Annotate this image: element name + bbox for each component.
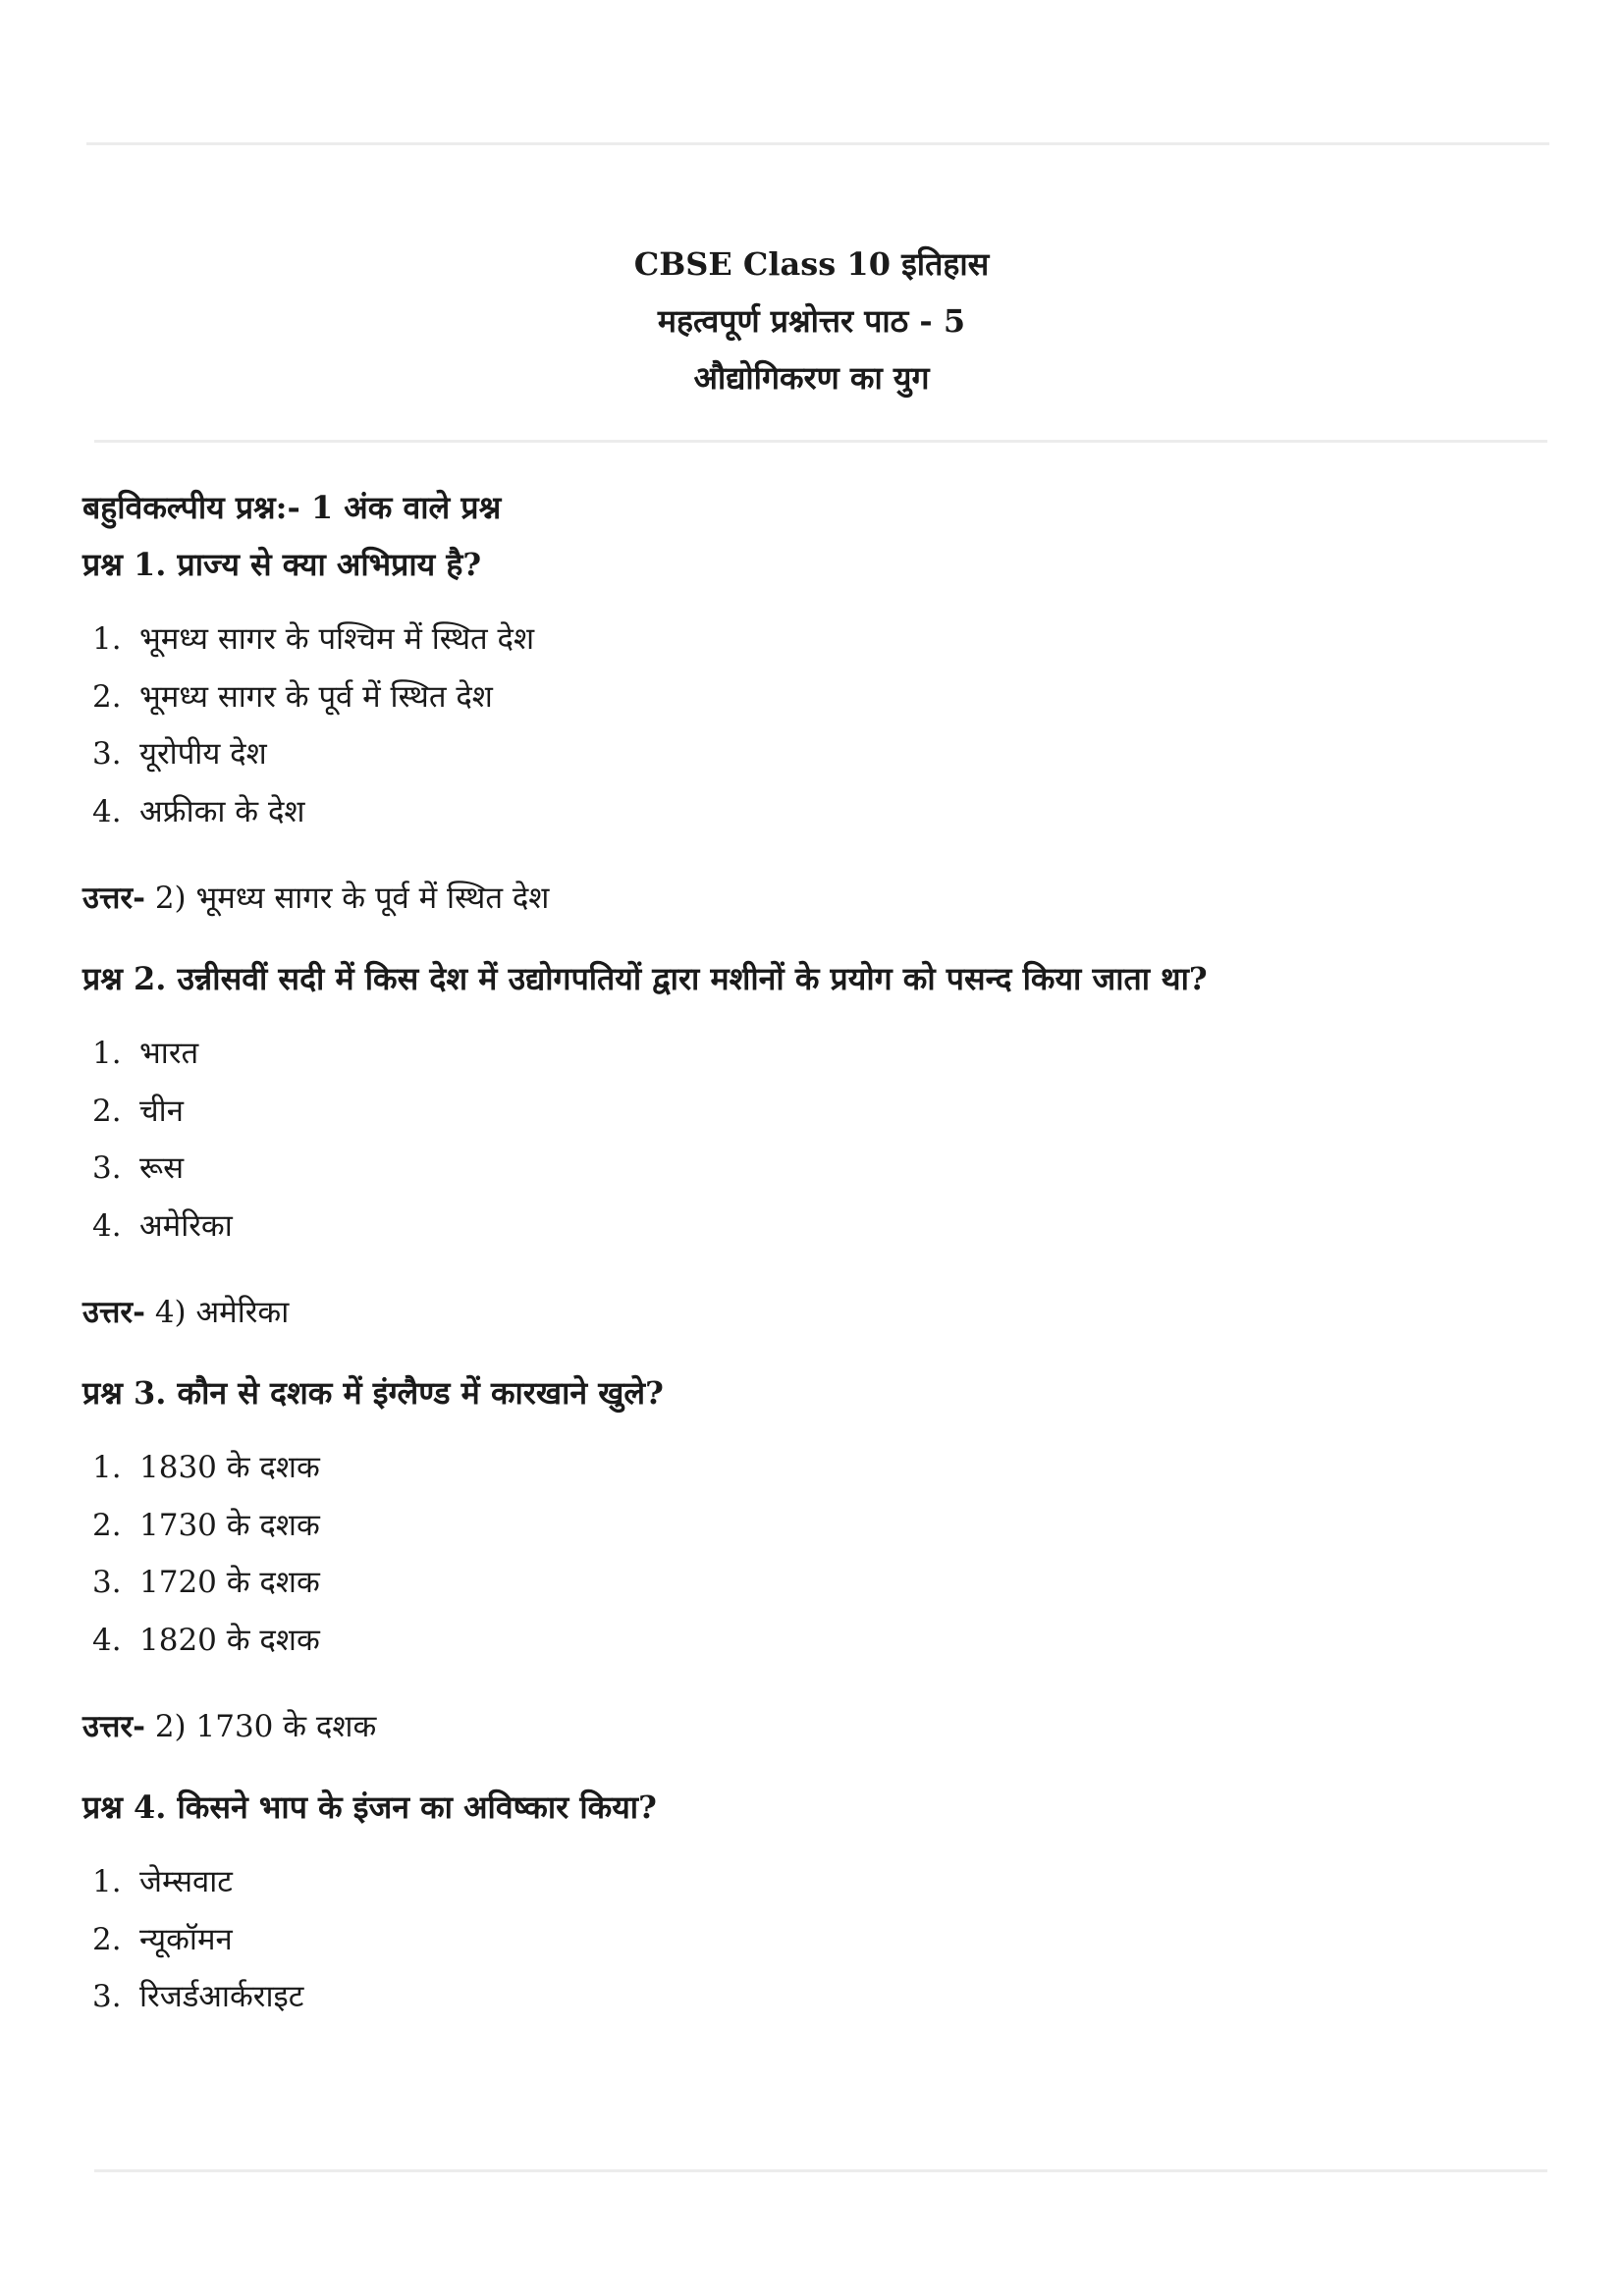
answer-text: 4) अमेरिका: [144, 1295, 290, 1330]
header-divider: [94, 440, 1547, 443]
header-title: CBSE Class 10 इतिहास: [633, 245, 990, 283]
option-number: 3.: [92, 736, 122, 772]
question-block: [82, 1364, 1555, 1755]
list-item: [82, 1911, 1555, 1969]
answer-text: 2) 1730 के दशक: [144, 1709, 377, 1744]
question-text: प्रश्न 4. किसने भाप के इंजन का अविष्कार किया?: [82, 1789, 657, 1826]
answer-label: उत्तर-: [82, 1295, 145, 1330]
list-item: [82, 1612, 1555, 1670]
option-number: 4.: [92, 1622, 122, 1658]
option-text: भारत: [139, 1036, 199, 1071]
option-text: जेम्सवाट: [139, 1864, 233, 1899]
list-item: [82, 1554, 1555, 1612]
option-text: चीन: [139, 1093, 184, 1129]
option-number: 4.: [92, 793, 122, 829]
option-text: 1830 के दशक: [139, 1450, 320, 1485]
answer-label: उत्तर-: [82, 1709, 145, 1744]
option-number: 4.: [92, 1207, 122, 1244]
option-text: रूस: [139, 1150, 185, 1186]
question-text: प्रश्न 1. प्राज्य से क्या अभिप्राय है?: [82, 546, 482, 583]
option-number: 1.: [92, 1864, 122, 1899]
options-list: [82, 611, 1555, 840]
list-item: [82, 725, 1555, 783]
header-subtitle: महत्वपूर्ण प्रश्नोत्तर पाठ - 5: [657, 302, 966, 340]
option-number: 2.: [92, 1921, 122, 1957]
option-text: अफ्रीका के देश: [139, 793, 305, 829]
answer: [82, 1284, 1555, 1341]
header-chapter: औद्योगिकरण का युग: [693, 359, 930, 397]
answer: [82, 1698, 1555, 1755]
top-divider: [86, 142, 1549, 145]
list-item: [82, 1140, 1555, 1198]
option-text: यूरोपीय देश: [139, 736, 267, 772]
bottom-divider: [94, 2169, 1547, 2172]
list-item: [82, 1439, 1555, 1497]
option-number: 1.: [92, 1450, 122, 1485]
list-item: [82, 1198, 1555, 1255]
answer-text: 2) भूमध्य सागर के पूर्व में स्थित देश: [144, 881, 550, 916]
document-body: [82, 479, 1555, 2026]
option-text: न्यूकॉमन: [139, 1921, 233, 1957]
option-number: 3.: [92, 1150, 122, 1186]
option-text: भूमध्य सागर के पूर्व में स्थित देश: [139, 678, 493, 715]
option-text: अमेरिका: [139, 1207, 233, 1244]
question-block: [82, 536, 1555, 927]
document-header: [0, 236, 1623, 406]
option-number: 2.: [92, 1093, 122, 1129]
option-text: 1730 के दशक: [139, 1507, 320, 1543]
option-text: रिजर्डआर्कराइट: [139, 1979, 304, 2014]
list-item: [82, 1025, 1555, 1083]
question-block: [82, 950, 1555, 1341]
option-number: 2.: [92, 1507, 122, 1543]
option-number: 3.: [92, 1565, 122, 1600]
option-number: 3.: [92, 1979, 122, 2014]
question-text: प्रश्न 2. उन्नीसवीं सदी में किस देश में उद्योगपतियों द्वारा मशीनों के प्रयोग को पसन्द किया जाता था?: [82, 960, 1208, 997]
question-block: [82, 1779, 1555, 2026]
list-item: [82, 1083, 1555, 1141]
question-text: प्रश्न 3. कौन से दशक में इंग्लैण्ड में कारखाने खुले?: [82, 1374, 664, 1412]
list-item: [82, 1968, 1555, 2026]
answer: [82, 870, 1555, 927]
option-text: 1820 के दशक: [139, 1622, 320, 1658]
options-list: [82, 1853, 1555, 2026]
option-text: 1720 के दशक: [139, 1565, 320, 1600]
options-list: [82, 1439, 1555, 1669]
list-item: [82, 611, 1555, 668]
options-list: [82, 1025, 1555, 1255]
list-item: [82, 668, 1555, 726]
list-item: [82, 1853, 1555, 1911]
answer-label: उत्तर-: [82, 881, 145, 916]
option-number: 1.: [92, 1036, 122, 1071]
list-item: [82, 1497, 1555, 1555]
list-item: [82, 783, 1555, 841]
option-number: 2.: [92, 678, 122, 715]
option-number: 1.: [92, 621, 122, 657]
section-heading: बहुविकल्पीय प्रश्न:- 1 अंक वाले प्रश्न: [82, 489, 502, 526]
option-text: भूमध्य सागर के पश्चिम में स्थित देश: [139, 621, 535, 657]
